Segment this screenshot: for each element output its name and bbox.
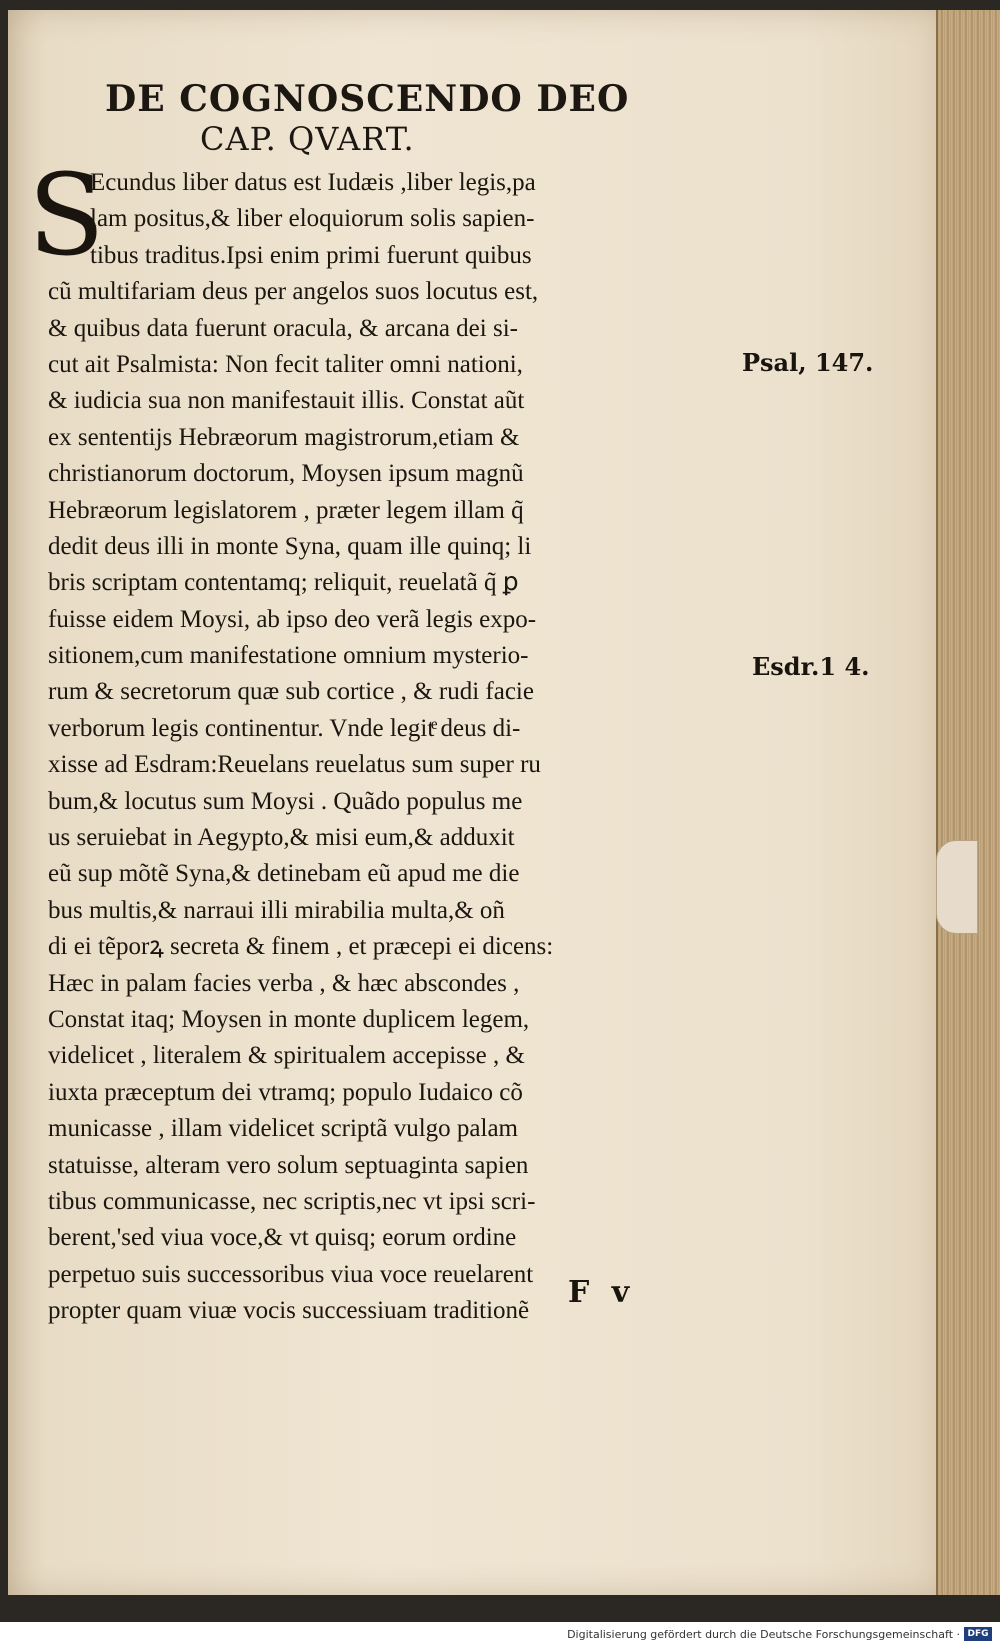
text-line: eũ sup mõtẽ Syna,& detinebam eũ apud me die xyxy=(48,860,520,888)
text-line: sitionem,cum manifestatione omnium mysterio- xyxy=(48,642,529,670)
dfg-logo: DFG xyxy=(964,1627,992,1641)
chapter-heading: CAP. QVART. xyxy=(200,120,415,158)
text-line: bus multis,& narraui illi mirabilia multa,& oñ xyxy=(48,896,505,924)
text-line: & quibus data fuerunt oracula, & arcana dei si- xyxy=(48,314,518,342)
text-line: propter quam viuæ vocis successiuam traditionẽ xyxy=(48,1297,530,1325)
page-heading: DE COGNOSCENDO DEO xyxy=(105,78,630,120)
text-line: Hæc in palam facies verba , & hæc abscondes , xyxy=(48,969,520,997)
footer-credit: Digitalisierung gefördert durch die Deutsche Forschungsgemeinschaft · xyxy=(567,1628,960,1641)
text-line: berent,'sed viua voce,& vt quisq; eorum ordine xyxy=(48,1224,517,1252)
drop-cap: S xyxy=(28,151,105,281)
text-line: Ecundus liber datus est Iudæis ,liber legis,pa xyxy=(90,169,536,196)
text-line: di ei tẽporꝝ secreta & finem , et præcepi ei dicens: xyxy=(48,933,554,961)
page-tab xyxy=(936,840,978,934)
text-line: us seruiebat in Aegypto,& misi eum,& adduxit xyxy=(48,824,515,852)
text-line: Hebræorum legislatorem , præter legem illam q̃ xyxy=(48,496,524,524)
marginal-note-psalm: Psal, 147. xyxy=(742,348,874,377)
text-line: lam positus,& liber eloquiorum solis sapien- xyxy=(90,205,535,233)
text-line: municasse , illam videlicet scriptã vulgo palam xyxy=(48,1115,519,1143)
text-line: & iudicia sua non manifestauit illis. Constat aũt xyxy=(48,387,525,415)
marginal-note-esdras: Esdr.1 4. xyxy=(752,652,870,681)
text-line: ex sententijs Hebræorum magistrorum,etiam & xyxy=(48,423,520,451)
text-line: Constat itaq; Moysen in monte duplicem legem, xyxy=(48,1005,530,1033)
text-line: tibus communicasse, nec scriptis,nec vt ipsi scri- xyxy=(48,1187,536,1215)
text-line: fuisse eidem Moysi, ab ipso deo verã legis expo- xyxy=(48,605,537,633)
text-line: bris scriptam contentamq; reliquit, reuelatã q̃ ꝑ xyxy=(48,569,519,597)
text-line: bum,& locutus sum Moysi . Quãdo populus me xyxy=(48,787,523,815)
text-line: cũ multifariam deus per angelos suos locutus est, xyxy=(48,278,539,306)
signature-mark: F v xyxy=(568,1275,636,1310)
text-line: xisse ad Esdram:Reuelans reuelatus sum super ru xyxy=(48,751,541,779)
text-line: rum & secretorum quæ sub cortice , & rudi facie xyxy=(48,678,534,706)
text-line: cut ait Psalmista: Non fecit taliter omni nationi, xyxy=(48,350,523,378)
text-line: iuxta præceptum dei vtramq; populo Iudaico cõ xyxy=(48,1078,523,1106)
text-line: verborum legis continentur. Vnde legitͤ deus di- xyxy=(48,714,521,742)
body-text xyxy=(48,165,748,1330)
text-line: statuisse, alteram vero solum septuaginta sapien xyxy=(48,1151,529,1179)
text-line: dedit deus illi in monte Syna, quam ille quinq; li xyxy=(48,532,532,560)
text-line: tibus traditus.Ipsi enim primi fuerunt quibus xyxy=(90,241,532,269)
book-fore-edge xyxy=(936,10,1000,1595)
text-line: perpetuo suis successoribus viua voce reuelarent xyxy=(48,1260,534,1288)
text-line: videlicet , literalem & spiritualem accepisse , & xyxy=(48,1042,525,1070)
text-line: christianorum doctorum, Moysen ipsum magnũ xyxy=(48,460,524,488)
